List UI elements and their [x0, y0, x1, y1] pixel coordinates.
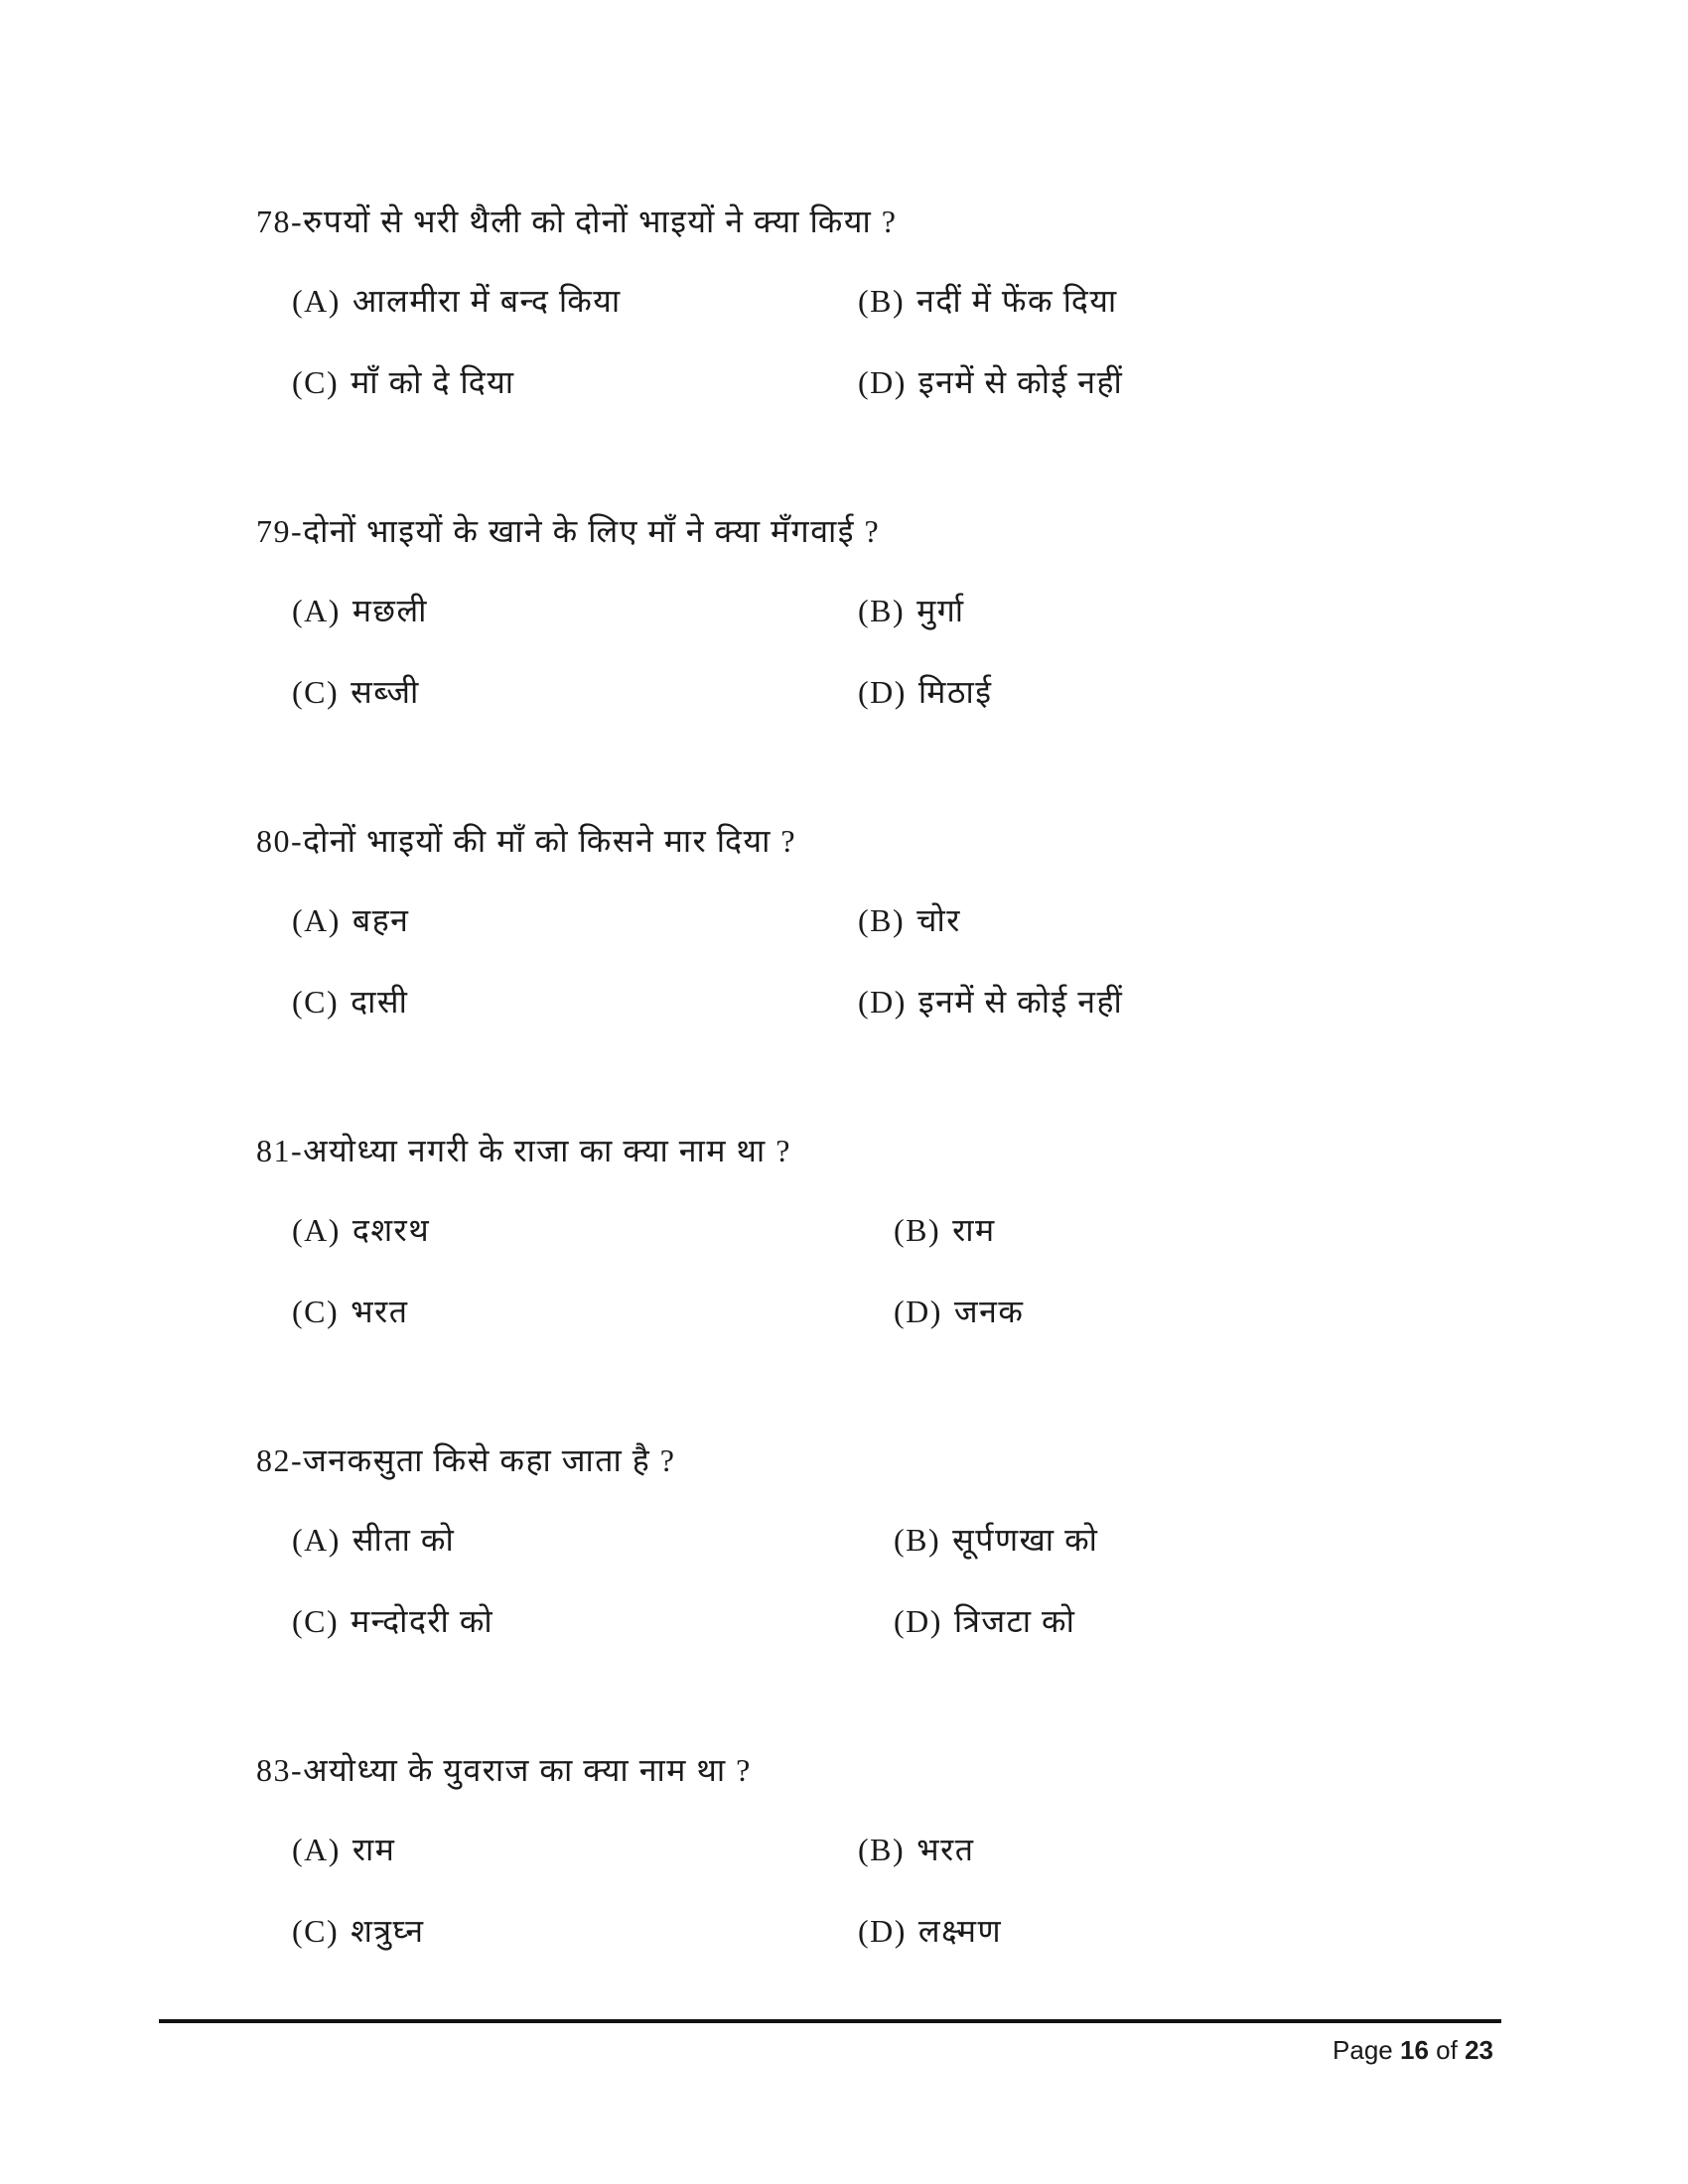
- option-c: (C) दासी: [292, 984, 409, 1020]
- total-pages: 23: [1465, 2035, 1493, 2065]
- question-number: 83-: [256, 1752, 304, 1788]
- option-d: (D) इनमें से कोई नहीं: [858, 984, 1124, 1020]
- option-d: (D) लक्ष्मण: [858, 1913, 1003, 1949]
- question-78: [0, 197, 1688, 494]
- option-a: (A) मछली: [292, 593, 428, 628]
- option-c: (C) सब्जी: [292, 674, 420, 710]
- current-page: 16: [1400, 2035, 1429, 2065]
- question-number: 82-: [256, 1442, 304, 1478]
- option-b: (B) सूर्पणखा को: [894, 1522, 1099, 1558]
- question-80: [0, 816, 1688, 1114]
- option-d: (D) इनमें से कोई नहीं: [858, 364, 1124, 400]
- option-a: (A) सीता को: [292, 1522, 456, 1558]
- question-number: 78-: [256, 204, 304, 239]
- page-number: Page 16 of 23: [1333, 2035, 1493, 2065]
- option-d: (D) जनक: [894, 1294, 1025, 1329]
- option-d: (D) मिठाई: [858, 674, 993, 710]
- option-a: (A) दशरथ: [292, 1212, 431, 1248]
- question-81: [0, 1126, 1688, 1424]
- question-text: 82-जनकसुता किसे कहा जाता है ?: [256, 1442, 676, 1478]
- question-text: 83-अयोध्या के युवराज का क्या नाम था ?: [256, 1752, 752, 1788]
- option-b: (B) मुर्गा: [858, 593, 965, 628]
- question-text: 78-रुपयों से भरी थैली को दोनों भाइयों ने क्या किया ?: [256, 204, 898, 239]
- option-b: (B) राम: [894, 1212, 996, 1248]
- option-d: (D) त्रिजटा को: [894, 1603, 1076, 1639]
- question-82: [0, 1435, 1688, 1733]
- option-a: (A) आलमीरा में बन्द किया: [292, 283, 622, 319]
- option-c: (C) मन्दोदरी को: [292, 1603, 494, 1639]
- question-number: 79-: [256, 513, 304, 549]
- option-c: (C) शत्रुघ्न: [292, 1913, 425, 1949]
- question-number: 81-: [256, 1133, 304, 1168]
- option-b: (B) भरत: [858, 1832, 975, 1867]
- question-number: 80-: [256, 823, 304, 859]
- option-b: (B) नदीं में फेंक दिया: [858, 283, 1118, 319]
- question-text: 80-दोनों भाइयों की माँ को किसने मार दिया ?: [256, 823, 797, 859]
- question-79: [0, 506, 1688, 804]
- option-c: (C) माँ को दे दिया: [292, 364, 515, 400]
- option-a: (A) राम: [292, 1832, 396, 1867]
- question-text: 79-दोनों भाइयों के खाने के लिए माँ ने क्या मँगवाई ?: [256, 513, 881, 549]
- footer-divider: [159, 2019, 1501, 2023]
- option-b: (B) चोर: [858, 902, 961, 938]
- option-c: (C) भरत: [292, 1294, 409, 1329]
- question-text: 81-अयोध्या नगरी के राजा का क्या नाम था ?: [256, 1133, 791, 1168]
- option-a: (A) बहन: [292, 902, 410, 938]
- question-83: [0, 1745, 1688, 2043]
